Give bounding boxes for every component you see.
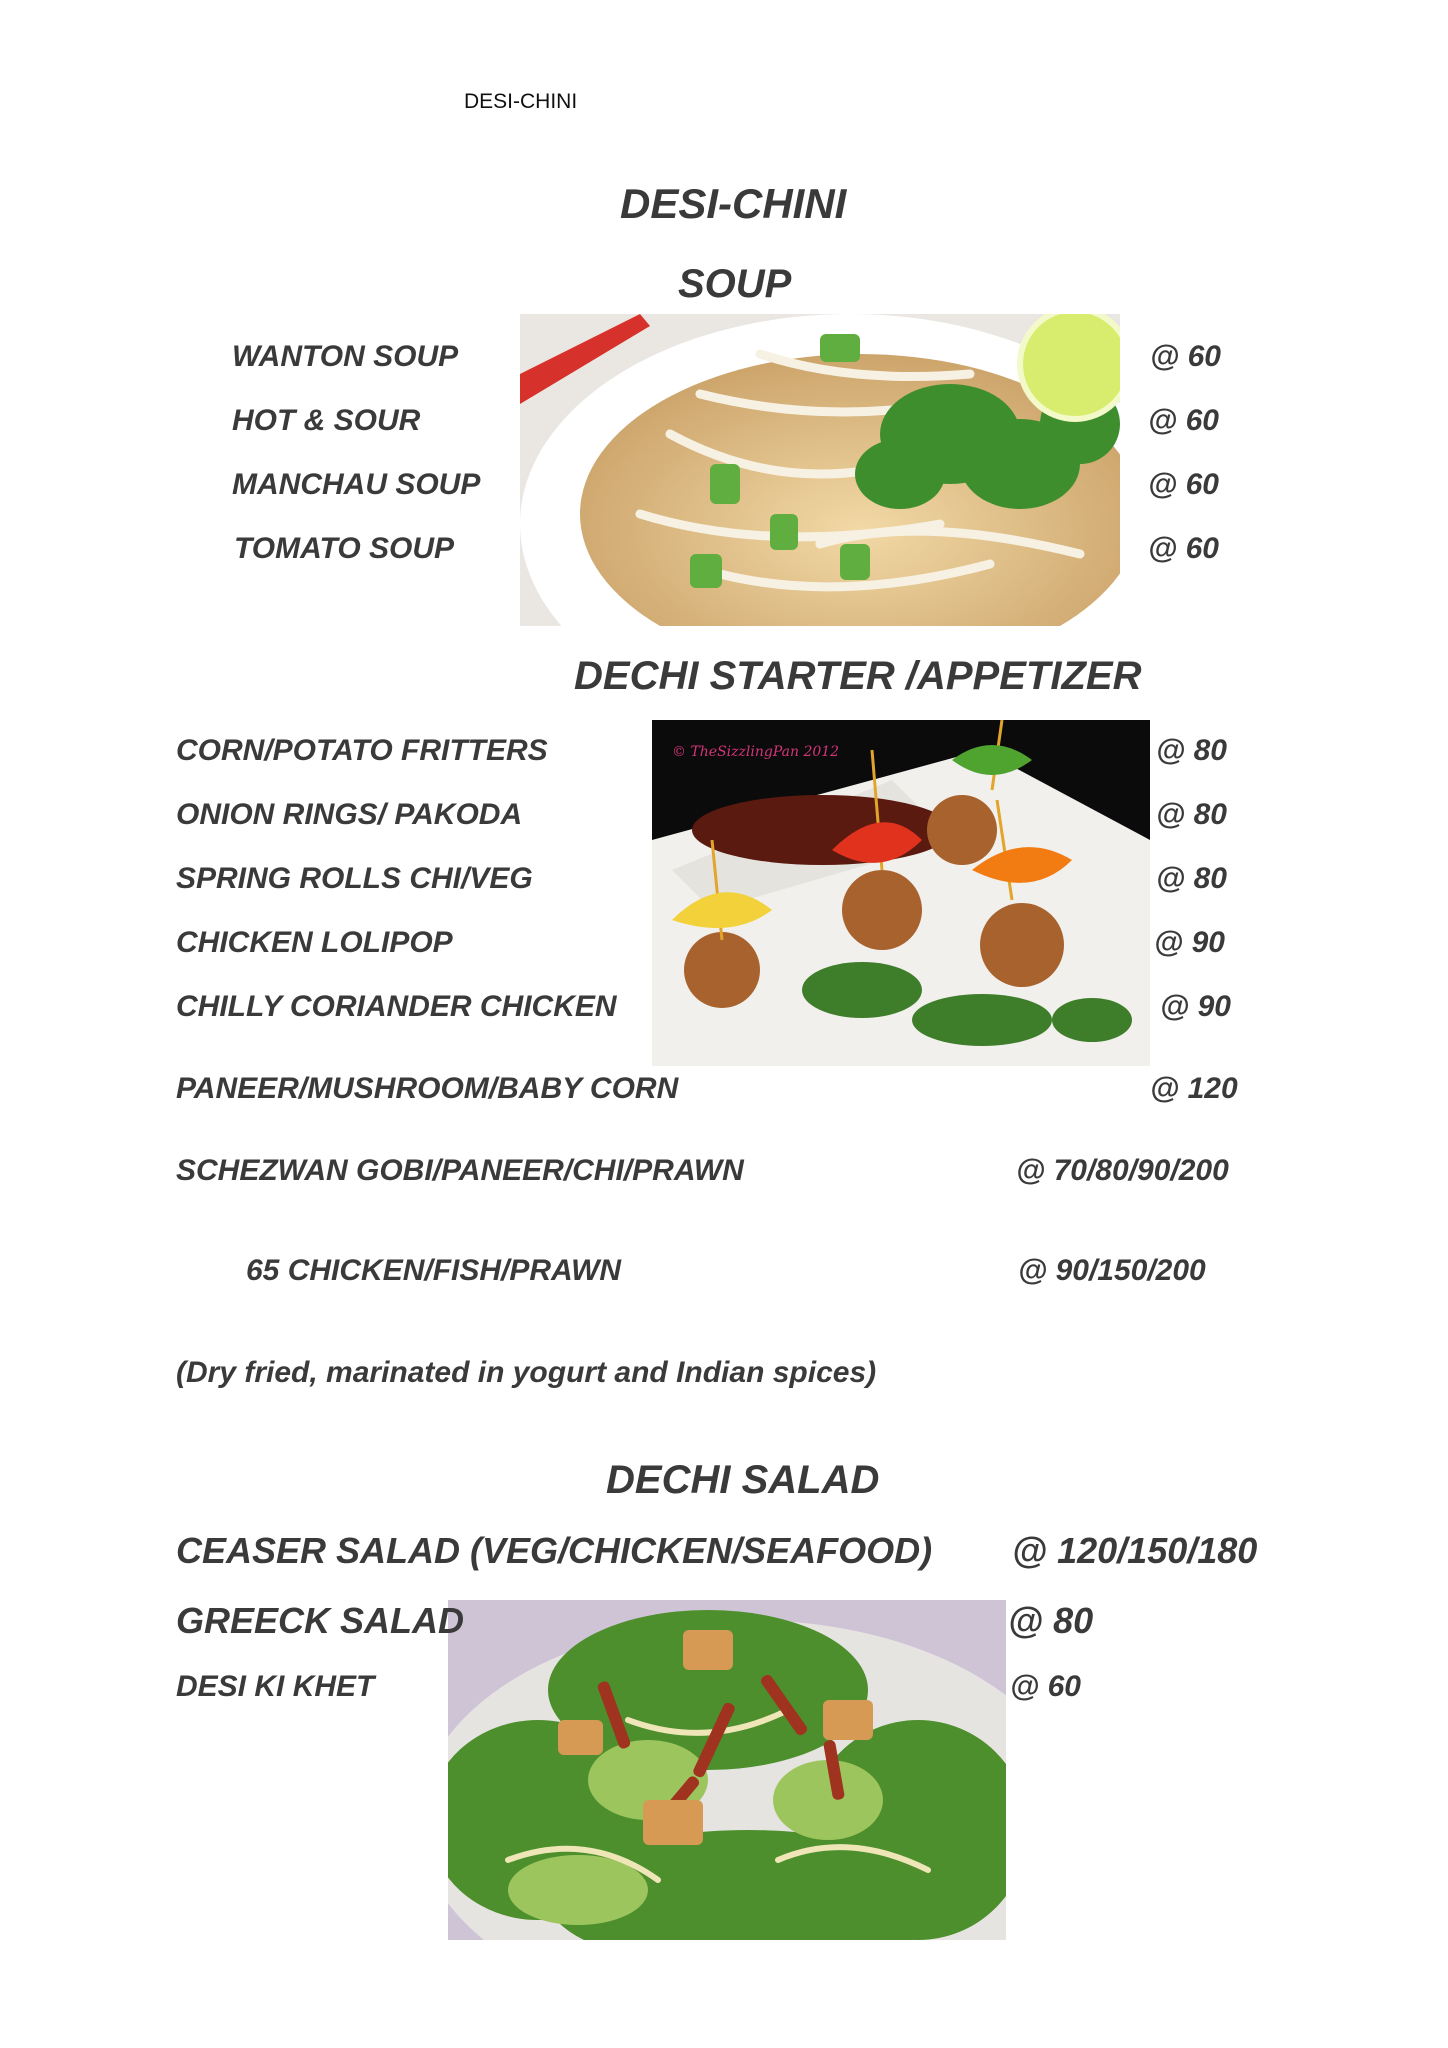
starter-item-price: @ 90 bbox=[1160, 990, 1231, 1023]
starter-item-price: @ 120 bbox=[1150, 1072, 1238, 1105]
salad-item-name: CEASER SALAD (VEG/CHICKEN/SEAFOOD) bbox=[176, 1530, 933, 1571]
menu-title: DESI-CHINI bbox=[620, 180, 847, 227]
salad-photo bbox=[448, 1600, 1006, 1940]
starter-item-name: CHILLY CORIANDER CHICKEN bbox=[176, 990, 617, 1023]
starter-item-name: PANEER/MUSHROOM/BABY CORN bbox=[176, 1072, 679, 1105]
starter-item-price: @ 80 bbox=[1156, 734, 1227, 767]
starter-item-name: 65 CHICKEN/FISH/PRAWN bbox=[246, 1254, 622, 1287]
salad-item-price: @ 80 bbox=[1008, 1600, 1094, 1641]
salad-item-price: @ 60 bbox=[1010, 1670, 1081, 1703]
starter-item-price: @ 90/150/200 bbox=[1018, 1254, 1206, 1287]
starter-item-price: @ 70/80/90/200 bbox=[1016, 1154, 1229, 1187]
starter-note: (Dry fried, marinated in yogurt and Indian spices) bbox=[176, 1356, 877, 1389]
starter-item-name: ONION RINGS/ PAKODA bbox=[176, 798, 523, 831]
soup-heading: SOUP bbox=[678, 262, 792, 306]
starter-heading: DECHI STARTER /APPETIZER bbox=[574, 654, 1142, 698]
starter-item-price: @ 80 bbox=[1156, 798, 1227, 831]
soup-photo bbox=[520, 314, 1120, 626]
salad-item-name: DESI KI KHET bbox=[176, 1670, 375, 1703]
soup-item-price: @ 60 bbox=[1148, 468, 1219, 501]
soup-item-price: @ 60 bbox=[1148, 532, 1219, 565]
soup-item-price: @ 60 bbox=[1150, 340, 1221, 373]
soup-item-name: HOT & SOUR bbox=[232, 404, 421, 437]
starter-photo bbox=[652, 720, 1150, 1066]
photo-watermark: © TheSizzlingPan 2012 bbox=[672, 744, 840, 760]
soup-item-name: TOMATO SOUP bbox=[234, 532, 455, 565]
starter-item-name: SCHEZWAN GOBI/PANEER/CHI/PRAWN bbox=[176, 1154, 744, 1187]
page-header: DESI-CHINI bbox=[464, 90, 578, 113]
starter-item-price: @ 90 bbox=[1154, 926, 1225, 959]
starter-item-name: CHICKEN LOLIPOP bbox=[176, 926, 453, 959]
starter-item-name: SPRING ROLLS CHI/VEG bbox=[176, 862, 533, 895]
soup-item-price: @ 60 bbox=[1148, 404, 1219, 437]
starter-item-price: @ 80 bbox=[1156, 862, 1227, 895]
salad-heading: DECHI SALAD bbox=[606, 1458, 880, 1502]
starter-item-name: CORN/POTATO FRITTERS bbox=[176, 734, 548, 767]
salad-item-name: GREECK SALAD bbox=[176, 1600, 465, 1641]
soup-item-name: MANCHAU SOUP bbox=[232, 468, 481, 501]
soup-item-name: WANTON SOUP bbox=[232, 340, 459, 373]
salad-item-price: @ 120/150/180 bbox=[1012, 1530, 1258, 1571]
